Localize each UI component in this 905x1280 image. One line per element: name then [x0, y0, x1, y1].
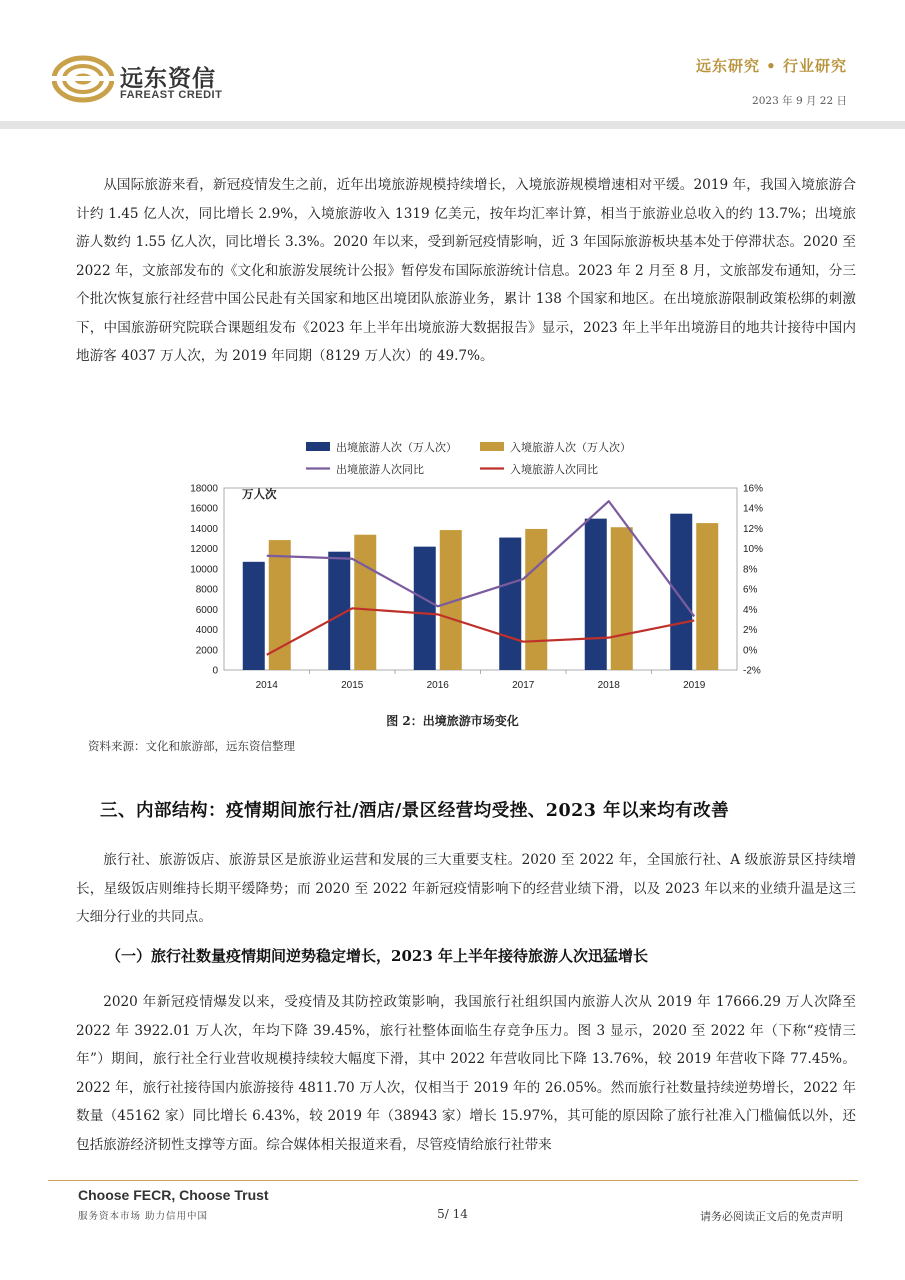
header — [0, 0, 905, 121]
y-tick-label: 18000 — [190, 483, 218, 495]
y-tick-label: 2000 — [195, 645, 218, 657]
report-type: 远东研究 • 行业研究 — [695, 57, 847, 75]
y-tick-label: 14000 — [190, 523, 218, 535]
bar-outbound — [414, 547, 436, 670]
y-tick-label: 4000 — [195, 625, 218, 637]
y-tick-label: 10000 — [190, 564, 218, 576]
x-tick-label: 2015 — [341, 680, 364, 691]
y-tick-label: 0 — [212, 665, 218, 677]
outbound-tourism-chart — [180, 432, 780, 702]
bar-inbound — [354, 535, 376, 670]
x-tick-label: 2019 — [683, 680, 706, 691]
y2-tick-label: 4% — [743, 604, 758, 616]
y-tick-label: 8000 — [195, 584, 218, 596]
y2-tick-label: 14% — [743, 503, 764, 515]
x-tick-label: 2014 — [255, 680, 278, 691]
legend-swatch — [480, 442, 504, 451]
bar-inbound — [525, 529, 547, 670]
footer-divider — [48, 1180, 858, 1181]
figure-source: 资料来源：文化和旅游部，远东资信整理 — [88, 739, 295, 753]
footer-brand: Choose FECR, Choose Trust — [78, 1187, 269, 1203]
bar-inbound — [269, 540, 291, 670]
bar-inbound — [696, 523, 718, 670]
y2-tick-label: 16% — [743, 483, 764, 495]
paragraph-international-tourism: 从国际旅游来看，新冠疫情发生之前，近年出境旅游规模持续增长，入境旅游规模增速相对平缓。2019 年，我国入境旅游合计约 1.45 亿人次，同比增长 2.9%，入境旅游收入 1319 亿美元，按年均汇率计算，相当于旅游业总收入的约 13.7%；出境旅游人数约 1.55 亿人次，同比增长 3.3%。2020 年以来，受到新冠疫情影响，近 3 年国际旅游板块基本处于停滞状态。2020 至 2022 年，文旅部发布的《文化和旅游发展统计公报》暂停发布国际旅游统计信息。2023 年 2 月至 8 月，文旅部发布通知，分三个批次恢复旅行社经营中国公民赴有关国家和地区出境团队旅游业务，累计 138 个国家和地区。在出境旅游限制政策松绑的刺激下，中国旅游研究院联合课题组发布《2023 年上半年出境旅游大数据报告》显示，2023 年上半年出境游目的地共计接待中国内地游客 4037 万人次，为 2019 年同期（8129 万人次）的 49.7%。 — [76, 177, 856, 364]
legend-swatch — [306, 442, 330, 451]
y-tick-label: 12000 — [190, 544, 218, 556]
y-tick-label: 6000 — [195, 604, 218, 616]
paragraph-internal-structure: 旅行社、旅游饭店、旅游景区是旅游业运营和发展的三大重要支柱。2020 至 2022 年，全国旅行社、A 级旅游景区持续增长，星级饭店则维持长期平缓降势；而 2020 至 2022 年新冠疫情影响下的经营业绩下滑，以及 2023 年以来的业绩升温是这三大细分行业的共同点。 — [76, 852, 856, 925]
x-tick-label: 2018 — [597, 680, 620, 691]
y2-tick-label: 10% — [743, 544, 764, 556]
logo-name-en: FAREAST CREDIT — [120, 89, 223, 101]
y2-tick-label: 0% — [743, 645, 758, 657]
y2-tick-label: 2% — [743, 625, 758, 637]
figure-caption: 图 2：出境旅游市场变化 — [386, 714, 519, 728]
chart-axes — [224, 488, 737, 674]
company-logo-icon — [52, 54, 114, 104]
plot-frame — [224, 488, 737, 670]
footer-slogan: 服务资本市场 助力信用中国 — [78, 1211, 209, 1222]
legend-label: 出境旅游人次同比 — [336, 464, 424, 476]
bar-outbound — [670, 514, 692, 670]
y2-tick-label: -2% — [743, 665, 761, 677]
bar-outbound — [499, 538, 521, 670]
header-divider — [0, 121, 905, 129]
bar-outbound — [585, 519, 607, 670]
bar-inbound — [611, 527, 633, 670]
chart-legend — [306, 440, 631, 476]
y-tick-label: 16000 — [190, 503, 218, 515]
paragraph-travel-agencies: 2020 年新冠疫情爆发以来，受疫情及其防控政策影响，我国旅行社组织国内旅游人次从 2019 年 17666.29 万人次降至 2022 年 3922.01 万人次，年均下降 39.45%，旅行社整体面临生存竞争压力。图 3 显示，2020 至 2022 年（下称“疫情三年”）期间，旅行社全行业营收规模持续较大幅度下滑，其中 2022 年营收同比下降 13.76%，较 2019 年营收下降 77.45%。2022 年，旅行社接待国内旅游接待 4811.70 万人次，仅相当于 2019 年的 26.05%。然而旅行社数量持续逆势增长，2022 年数量（45162 家）同比增长 6.43%，较 2019 年（38943 家）增长 15.97%，其可能的原因除了旅行社准入门槛偏低以外，还包括旅游经济韧性支撑等方面。综合媒体相关报道来看，尽管疫情给旅行社带来 — [76, 994, 856, 1153]
bar-outbound — [243, 562, 265, 670]
footer-disclaimer: 请务必阅读正文后的免责声明 — [700, 1210, 843, 1223]
y2-tick-label: 8% — [743, 564, 758, 576]
legend-label: 出境旅游人次（万人次） — [336, 442, 457, 454]
y2-tick-label: 6% — [743, 584, 758, 596]
logo-name-cn: 远东资信 — [120, 66, 216, 92]
legend-label: 入境旅游人次（万人次） — [510, 442, 631, 454]
section-title: 三、内部结构：疫情期间旅行社/酒店/景区经营均受挫、2023 年以来均有改善 — [100, 801, 730, 821]
legend-label: 入境旅游人次同比 — [510, 464, 598, 476]
x-tick-label: 2016 — [426, 680, 449, 691]
subsection-title: （一）旅行社数量疫情期间逆势稳定增长，2023 年上半年接待旅游人次迅猛增长 — [106, 947, 648, 965]
report-date: 2023 年 9 月 22 日 — [752, 95, 847, 107]
page-number: 5/ 14 — [437, 1207, 468, 1221]
unit-label: 万人次 — [242, 489, 277, 501]
y2-tick-label: 12% — [743, 523, 764, 535]
x-tick-label: 2017 — [512, 680, 535, 691]
